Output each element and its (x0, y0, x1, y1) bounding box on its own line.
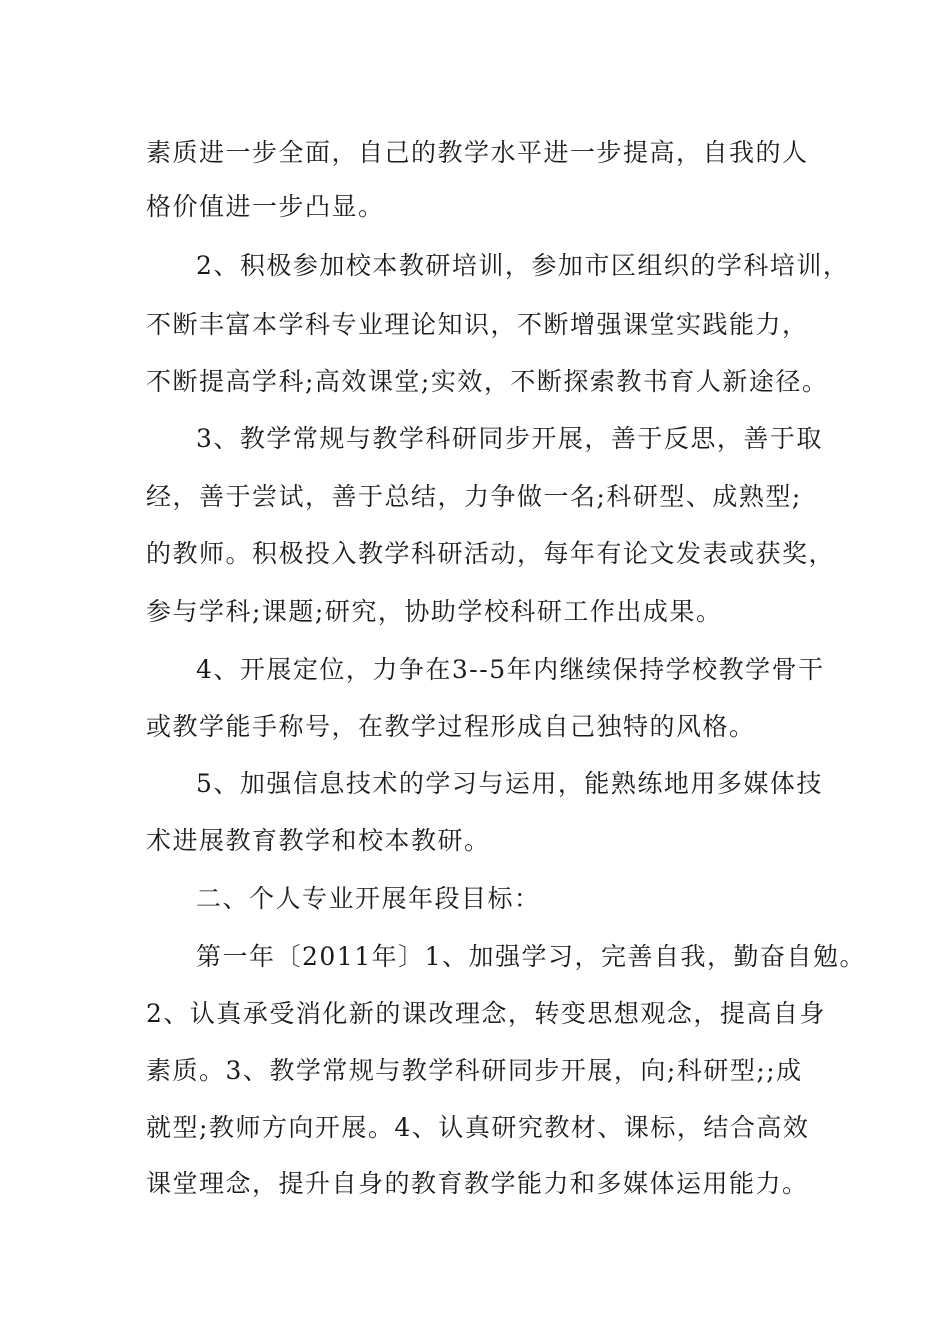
text-line-10: 4、开展定位，力争在3--5年内继续保持学校教学骨干 (196, 655, 825, 684)
text-line-17: 素质。3、教学常规与教学科研同步开展，向;科研型;;成 (146, 1056, 803, 1085)
text-line-13: 术进展教育教学和校本教研。 (146, 826, 491, 855)
text-line-19: 课堂理念，提升自身的教育教学能力和多媒体运用能力。 (146, 1169, 809, 1198)
text-line-3: 2、积极参加校本教研培训，参加市区组织的学科培训， (196, 251, 850, 280)
text-line-2: 格价值进一步凸显。 (146, 192, 385, 221)
text-line-4: 不断丰富本学科专业理论知识，不断增强课堂实践能力， (146, 310, 809, 339)
text-line-5: 不断提高学科;高效课堂;实效，不断探索教书育人新途径。 (146, 367, 829, 396)
text-line-8: 的教师。积极投入教学科研活动，每年有论文发表或获奖， (146, 539, 836, 568)
text-line-15: 第一年〔2011年〕1、加强学习，完善自我，勤奋自勉。 (196, 942, 867, 971)
text-line-16: 2、认真承受消化新的课改理念，转变思想观念，提高自身 (146, 999, 826, 1028)
text-line-18: 就型;教师方向开展。4、认真研究教材、课标，结合高效 (146, 1113, 810, 1142)
text-line-9: 参与学科;课题;研究，协助学校科研工作出成果。 (146, 597, 723, 626)
text-line-14: 二、个人专业开展年段目标： (196, 884, 541, 913)
text-line-11: 或教学能手称号，在教学过程形成自己独特的风格。 (146, 712, 756, 741)
text-line-1: 素质进一步全面，自己的教学水平进一步提高，自我的人 (146, 138, 809, 167)
text-line-7: 经，善于尝试，善于总结，力争做一名;科研型、成熟型; (146, 482, 802, 511)
text-line-12: 5、加强信息技术的学习与运用，能熟练地用多媒体技 (196, 769, 823, 798)
text-line-6: 3、教学常规与教学科研同步开展，善于反思，善于取 (196, 424, 823, 453)
